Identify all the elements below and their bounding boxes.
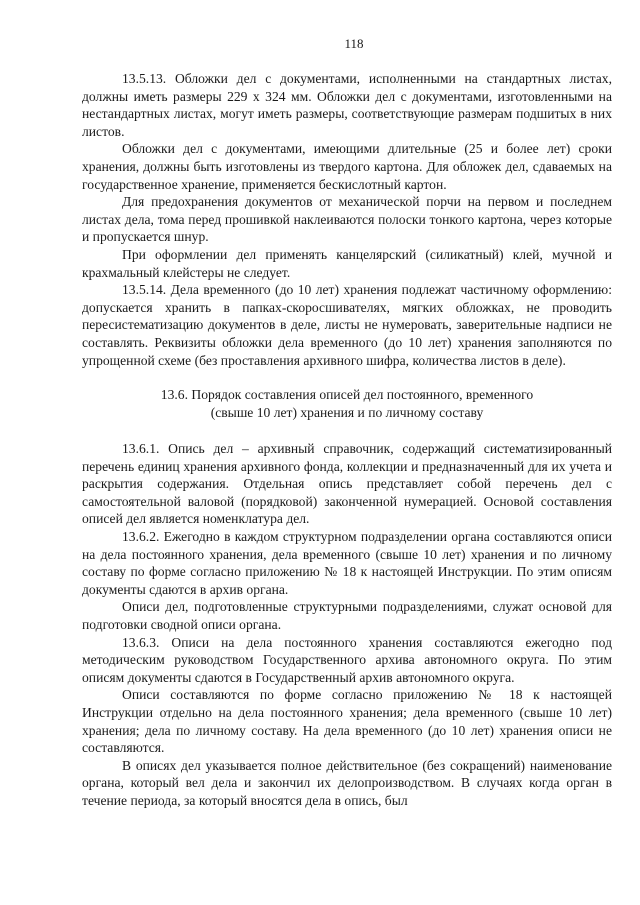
paragraph-13-6-1: 13.6.1. Опись дел – архивный справочник, содержащий систематизированный перечень единиц хранения архивного фонда, коллекции и предназначенный для их учета и раскрытия содержания. Отдельная опись представляет собой перечень дел с самостоятельной валовой (порядковой) законченной нумерацией. Основой составления описей дел является номенклатура дел. xyxy=(82,441,612,527)
section-heading-line-1: 13.6. Порядок составления описей дел постоянного, временного xyxy=(160,387,534,403)
paragraph-inventory-forms: Описи составляются по форме согласно приложению № 18 к настоящей Инструкции отдельно на дела постоянного хранения; дела временного (свыше 10 лет) хранения; дела по личному составу. На дела временного (до 10 лет) хранения описи не составляются. xyxy=(82,687,612,756)
paragraph-cardboard-strips: Для предохранения документов от механической порчи на первом и последнем листах дела, тома перед прошивкой наклеиваются полоски тонкого картона, через которые и пропускается шнур. xyxy=(82,194,612,245)
paragraph-13-5-13: 13.5.13. Обложки дел с документами, исполненными на стандартных листах, должны иметь размеры 229 х 324 мм. Обложки дел с документами, изготовленными на нестандартных листах, могут иметь размеры, соответствующие размерам подшитых в них листов. xyxy=(82,71,612,139)
paragraph-13-6-3: 13.6.3. Описи на дела постоянного хранения составляются ежегодно под методическим руководством Государственного архива автономного округа. По этим описям документы сдаются в Государственный архив автономного округа. xyxy=(82,634,612,685)
page-number: 118 xyxy=(344,36,364,51)
paragraph-13-5-14: 13.5.14. Дела временного (до 10 лет) хранения подлежат частичному оформлению: допускается хранить в папках-скоросшивателях, мягких обложках, не проводить пересистематизацию документов в деле, листы не нумеровать, заверительные надписи не составлять. Реквизиты обложки дела временного (до 10 лет) хранения заполняются по упрощенной схеме (без проставления архивного шифра, количества листов в деле). xyxy=(82,282,612,368)
paragraph-glue: При оформлении дел применять канцелярский (силикатный) клей, мучной и крахмальный клейстеры не следует. xyxy=(82,246,612,280)
paragraph-13-6-2: 13.6.2. Ежегодно в каждом структурном подразделении органа составляются описи на дела постоянного хранения, дела временного (свыше 10 лет) хранения и по личному составу по форме согласно приложению № 18 к настоящей Инструкции. По этим описям документы сдаются в архив органа. xyxy=(82,529,612,597)
section-heading-13-6 xyxy=(82,386,612,422)
paragraph-organization-name: В описях дел указывается полное действительное (без сокращений) наименование органа, который вел дела и закончил их делопроизводством. В случаях когда орган в течение периода, за который вносятся дела в опись, был xyxy=(82,757,612,808)
paragraph-covers-cardboard: Обложки дел с документами, имеющими длительные (25 и более лет) сроки хранения, должны быть изготовлены из твердого картона. Для обложек дел, сдаваемых на государственное хранение, применяется бескислотный картон. xyxy=(82,141,612,192)
section-heading-line-2: (свыше 10 лет) хранения и по личному составу xyxy=(210,405,484,421)
paragraph-summary-inventory: Описи дел, подготовленные структурными подразделениями, служат основой для подготовки сводной описи органа. xyxy=(82,599,612,633)
